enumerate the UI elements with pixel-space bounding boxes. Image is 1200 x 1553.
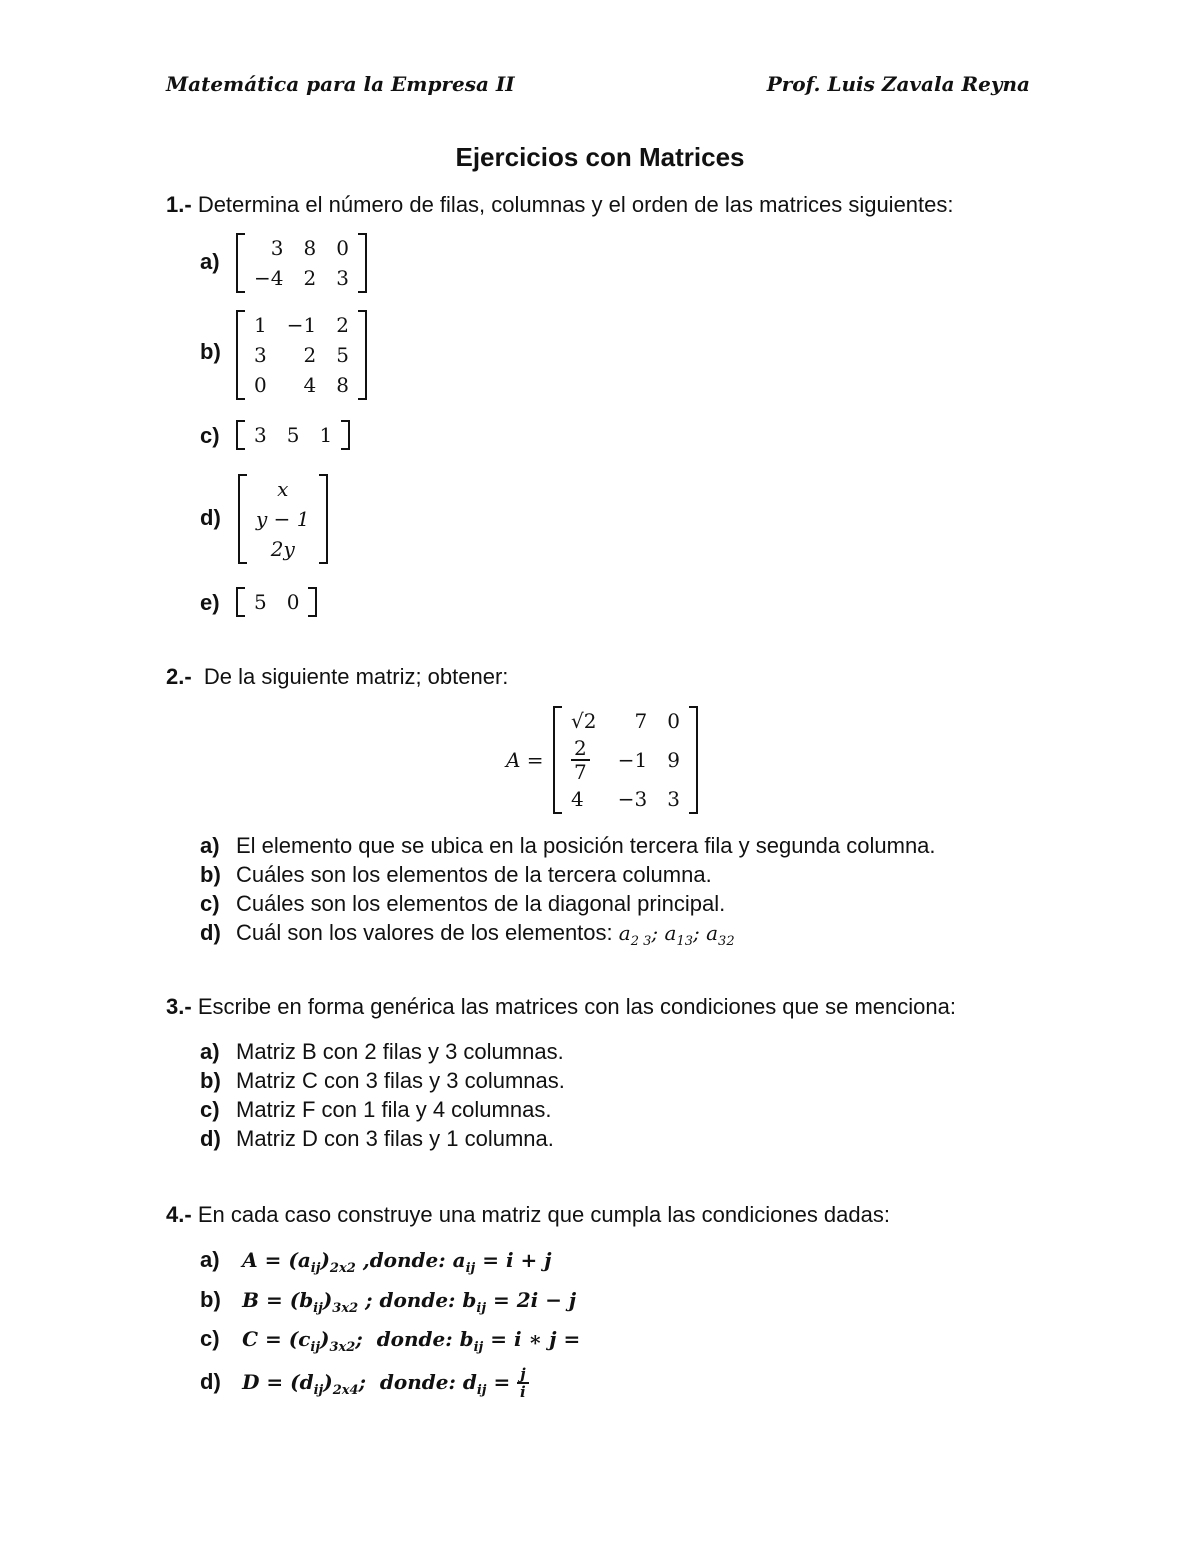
question-text: De la siguiente matriz; obtener: — [203, 664, 509, 689]
question-text: Escribe en forma genérica las matrices con las condiciones que se menciona: — [197, 994, 956, 1019]
list-item: a) El elemento que se ubica en la posición tercera fila y segunda columna. — [200, 833, 936, 858]
list-item: b) Cuáles son los elementos de la tercera columna. — [200, 862, 712, 887]
list-item: a) Matriz B con 2 filas y 3 columnas. — [200, 1039, 564, 1064]
question-text: Determina el número de filas, columnas y el orden de las matrices siguientes: — [197, 192, 954, 217]
matrix-1c: 3 5 1 — [236, 420, 350, 450]
list-item: d) $D = (d_{ij})_{2x4}$; donde: $d_{ij}$ = $\frac{j}{i}$ — [200, 1366, 529, 1400]
item-label: b) — [200, 339, 221, 364]
item-label: e) — [200, 590, 220, 615]
page-title: Ejercicios con Matrices — [455, 142, 745, 172]
list-item: c) Matriz F con 1 fila y 4 columnas. — [200, 1097, 552, 1122]
list-item: b) $B = (b_{ij})_{3x2}$ ; donde: $b_{ij} = 2i - j$ — [200, 1287, 577, 1316]
list-item: b) Matriz C con 3 filas y 3 columnas. — [200, 1068, 565, 1093]
item-label: d) — [200, 505, 221, 530]
list-item: a) $A = (a_{ij})_{2x2}$ ,donde: $a_{ij} = i + j$ — [200, 1247, 552, 1276]
matrix-1d: x y − 1 2y — [238, 474, 328, 564]
matrix-1e: 5 0 — [236, 587, 317, 617]
list-item: c) $C = (c_{ij})_{3x2}$; donde: $b_{ij} = i$ ∗ j = — [200, 1326, 581, 1355]
question-number: 1.- — [166, 192, 192, 217]
list-item: c) Cuáles son los elementos de la diagonal principal. — [200, 891, 726, 916]
matrix-1a: 3 8 0 −4 2 3 — [236, 233, 367, 293]
list-item: d) Cuál son los valores de los elementos: $a_{2 3}$; $a_{13}$; $a_{32}$ — [200, 920, 735, 949]
question-number: 4.- — [166, 1202, 192, 1227]
header-right: Prof. Luis Zavala Reyna — [766, 72, 1030, 96]
question-2 — [166, 664, 508, 690]
question-1 — [166, 192, 954, 218]
question-3 — [166, 994, 956, 1020]
item-label: c) — [200, 423, 220, 448]
question-number: 3.- — [166, 994, 192, 1019]
question-number: 2.- — [166, 664, 192, 689]
matrix-1b: 1 −1 2 3 2 5 0 4 8 — [236, 310, 367, 400]
matrix-A: √2 7 0 $\frac{2}{7}$ −1 9 4 −3 3 — [553, 706, 698, 814]
header-left: Matemática para la Empresa II — [166, 72, 515, 96]
matrix-name: A = — [506, 748, 544, 772]
question-4 — [166, 1202, 890, 1228]
question-text: En cada caso construye una matriz que cumpla las condiciones dadas: — [197, 1202, 890, 1227]
item-label: a) — [200, 249, 220, 274]
list-item: d) Matriz D con 3 filas y 1 columna. — [200, 1126, 554, 1151]
